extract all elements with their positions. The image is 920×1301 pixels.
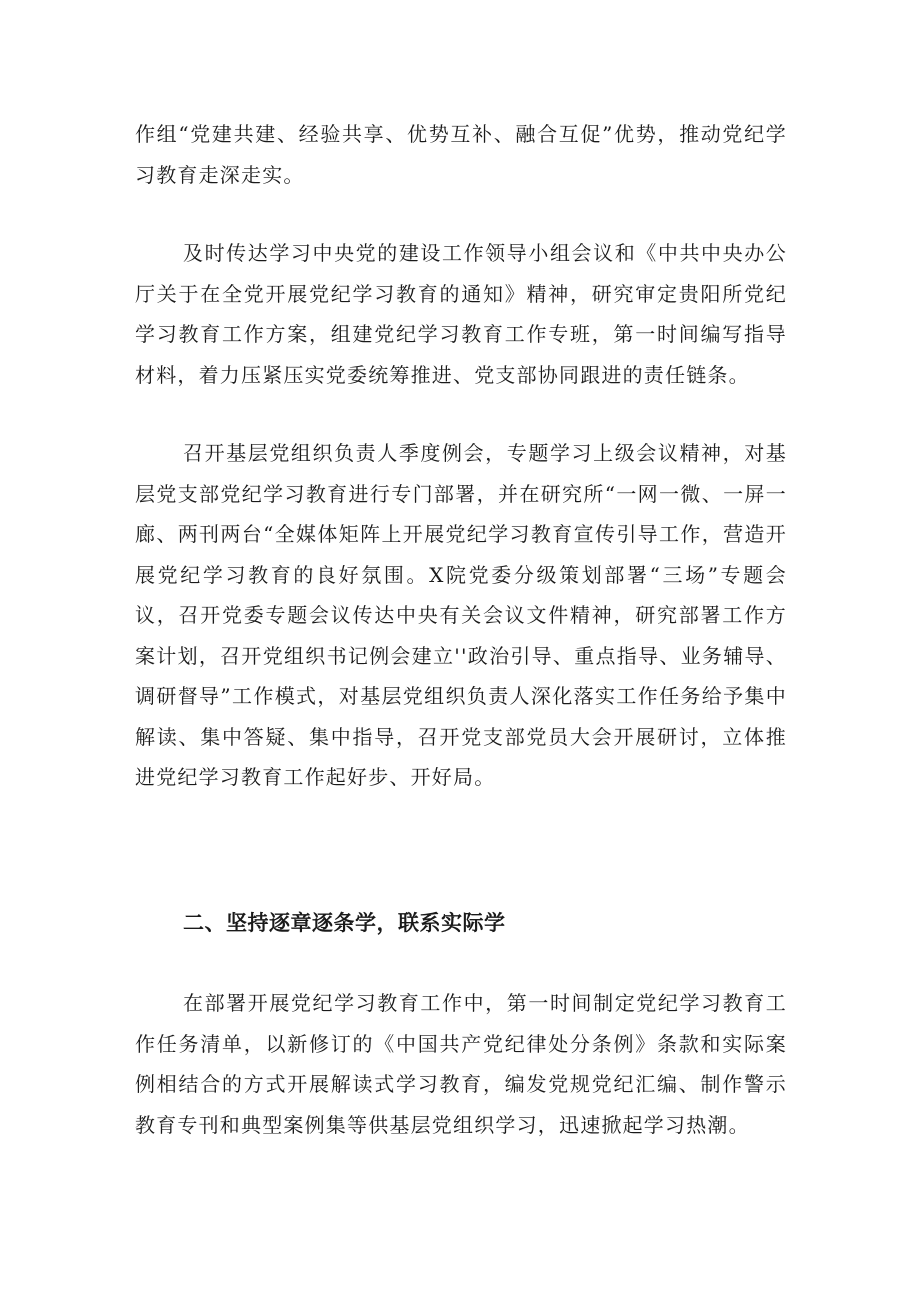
paragraph-task-list: 在部署开展党纪学习教育工作中，第一时间制定党纪学习教育工作任务清单，以新修订的《中国共产党纪律处分条例》条款和实际案例相结合的方式开展解读式学习教育，编发党规党纪汇编、制作警示教育专刊和典型案例集等供基层党组织学习，迅速掀起学习热潮。 <box>135 991 787 1137</box>
paragraph-continuation: 作组“党建共建、经验共享、优势互补、融合互促”优势，推动党纪学习教育走深走实。 <box>135 122 787 187</box>
section-heading-two: 二、坚持逐章逐条学，联系实际学 <box>183 911 506 935</box>
paragraph-grassroots-meeting: 召开基层党组织负责人季度例会，专题学习上级会议精神，对基层党支部党纪学习教育进行专门部署，并在研究所“一网一微、一屏一廊、两刊两台“全媒体矩阵上开展党纪学习教育宣传引导工作，营造开展党纪学习教育的良好氛围。X院党委分级策划部署“三场”专题会议，召开党委专题会议传达中央有关会议文件精神，研究部署工作方案计划，召开党组织书记例会建立''政治引导、重点指导、业务辅导、调研督导”工作模式，对基层党组织负责人深化落实工作任务给予集中解读、集中答疑、集中指导，召开党支部党员大会开展研讨，立体推进党纪学习教育工作起好步、开好局。 <box>135 441 787 789</box>
paragraph-convey-central-meeting: 及时传达学习中央党的建设工作领导小组会议和《中共中央办公厅关于在全党开展党纪学习教育的通知》精神，研究审定贵阳所党纪学习教育工作方案，组建党纪学习教育工作专班，第一时间编写指导材料，着力压紧压实党委统筹推进、党支部协同跟进的责任链条。 <box>135 241 787 387</box>
